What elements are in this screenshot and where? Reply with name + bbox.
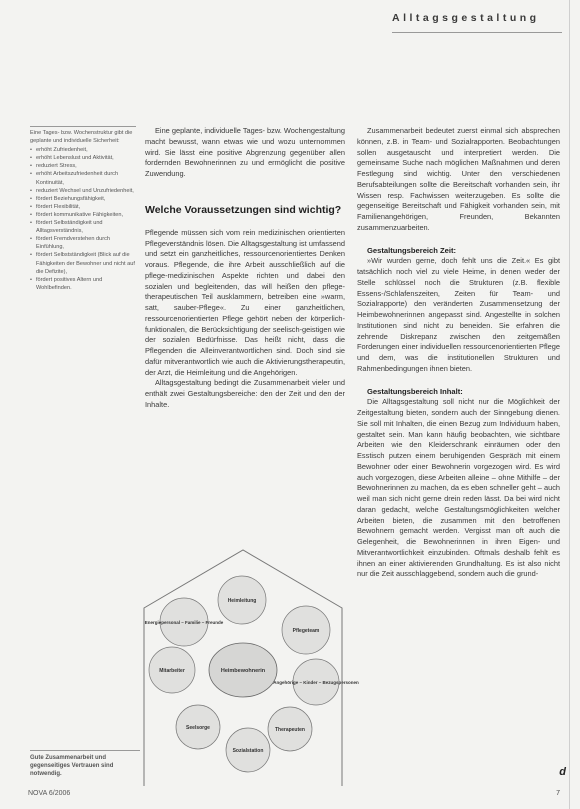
node-label: Angehörige – Kinder – Bezugspersonen [273, 680, 359, 685]
sidebar-item: • reduziert Stress, [36, 162, 136, 170]
intro-paragraph: Eine geplante, individuelle Tages- bzw. Wochengestaltung macht bewusst, wann etwas wie und wozu unternommen wird. Sie lässt eine positive Abgrenzung gegenüber allen fordernden Bewohnerinnen zu und ermöglicht die positive Zuwendung. [145, 126, 345, 178]
sidebar-intro: Eine Tages- bzw. Wochenstruktur gibt die geplante und individuelle Sicherheit: [30, 130, 133, 145]
footer-publication: NOVA 6/2006 [28, 790, 71, 797]
node-label: Energiepersonal – Familie – Freunde [144, 620, 224, 625]
sidebar-item: • fördert Selbständigkeit und Alltagsverständnis, [36, 219, 136, 235]
sidebar-item: • erhöht Arbeitszufriedenheit durch Kontinuität, [36, 170, 136, 186]
node-label: Mitarbeiter [159, 668, 185, 674]
sidebar-item: • fördert Flexibilität, [36, 203, 136, 211]
node-label: Heimleitung [227, 598, 257, 604]
section-heading: Welche Voraussetzungen sind wichtig? [145, 203, 342, 216]
subheading-inhalt: Gestaltungsbereich Inhalt: [367, 386, 463, 396]
node-therapeuten [268, 707, 312, 751]
node-label: Therapeuten [274, 727, 306, 733]
body-paragraph: Alltagsgestaltung bedingt die Zusammenarbeit vieler und enthält zwei Gestaltungsbereiche: den der Zeit und den der Inhalte. [145, 378, 345, 409]
text-column-2 [357, 126, 560, 580]
node-energiepersonal [145, 598, 224, 646]
body-paragraph: »Wir wurden gerne, doch fehlt uns die Zeit.« Es gibt tatsächlich noch viel zu viele Heime, in denen weder der Stelle schlüssel noch die Strukturen (z.B. flexible Essens-/Schlafenszeiten, Zeiten für Team- und Sozialrapporte) den veränderten Zusammensetzung der Heimbewohnerinnen angepasst sind. Angestellte in solchen Institutionen sind nicht zu beneiden. Sie erfahren die zehrende Diskrepanz zwischen den zeitgemäßen Forderungen einer individuellen ressourcenorientierten Pflege und dem, was die institutionellen Strukturen und Rahmenbedingungen ihnen bieten. [357, 256, 560, 373]
page-number: 7 [556, 790, 560, 797]
page-edge-line [569, 0, 570, 809]
node-label: Seelsorge [186, 725, 210, 731]
sidebar-item: • fördert Fremdverstehen durch Einfühlung, [36, 235, 136, 251]
subheading-zeit: Gestaltungsbereich Zeit: [367, 245, 457, 255]
sidebar-box [30, 126, 136, 292]
sidebar-item: • fördert Selbstständigkeit (Blick auf die Fähigkeiten der Bewohner und nicht auf die Defizite), [36, 251, 136, 275]
node-angehoerige [273, 659, 359, 705]
node-mitarbeiter [149, 647, 195, 693]
collaboration-diagram [138, 546, 359, 786]
node-pflegeteam [282, 606, 330, 654]
node-heimleitung [218, 576, 266, 624]
sidebar-item: • fördert positives Altern und Wohlbefinden. [36, 276, 136, 292]
sidebar-item: • erhöht Lebenslust und Aktivität, [36, 154, 136, 162]
node-seelsorge [176, 705, 220, 749]
diagram-svg [138, 546, 359, 786]
sidebar-item: • reduziert Wechsel und Unzufriedenheit, [36, 187, 136, 195]
text-column-1 [145, 126, 345, 411]
header-rule [392, 32, 562, 33]
body-paragraph: Zusammenarbeit bedeutet zuerst einmal sich absprechen können, z.B. in Team- und Sozialrapporten. Beobachtungen sollen ausgetauscht und interpretiert werden. Die gemeinsame Suche nach möglichen Maßnahmen und deren Festlegung sind wichtig. Unter den verschiedenen Berufsabteilungen sollte die Bereitschaft vorhanden sein, ihr Wissen resp. Fachwissen weiterzugeben. Es sollte die gegenseitige Bereitschaft und Fähigkeit vorhanden sein, mit Familienangehörigen, Freunden, Bekannten zusammenzuarbeiten. [357, 126, 560, 232]
body-paragraph: Pflegende müssen sich vom rein medizinischen orientierten Pflegeverständnis lösen. Die Alltagsgestaltung ist umfassend und setzt ein ganzheitliches, ressourcenorientiertes Denken voraus. Pflegende, die ihre Arbeit ausschließlich auf die pflege-medizinischen Aspekte richten und dabei den sozialen und begleitenden, das will heißen den pflege-therapeutischen Teil ausklammern, betreiben eine »warm, satt, sauber-Pflege«. Zu einer ganzheitlichen, ressourcenorientierten Pflege gehört neben der körperlich-funktionalen, die Berücksichtigung der seelisch-geistigen wie der sozialen Bedürfnisse. Das heißt nicht, dass die Pflegenden die Alleinverantwortlichen sind. Doch sind sie dafür mitverantwortlich wie auch die Aktivierungstherapeutin, der Arzt, die Heimleitung und die Angehörigen. [145, 227, 345, 377]
running-header: Alltagsgestaltung [392, 12, 540, 24]
figure-caption: Gute Zusammenarbeit und gegenseitiges Vertrauen sind notwendig. [30, 750, 140, 778]
center-label: Heimbewohnerin [220, 668, 266, 674]
publisher-logo-mark: d [559, 766, 566, 778]
sidebar-list [30, 146, 136, 292]
body-paragraph: Die Alltagsgestaltung soll nicht nur die Möglichkeit der Zeitgestaltung bieten, sondern auch der Sinngebung dienen. Sie soll mit Inhalten, die einen Bezug zum Individuum haben, gestaltet sein. Man kann häufig beobachten, wie sichtbare Arbeiten wie den Kleiderschrank einräumen oder den Esstisch putzen einem beruhigenden Gespräch mit einem Bewohner oder einer Bewohnerin vorgezogen wird. Es wird auch vorgezogen, diese Arbeiten alleine – ohne Mithilfe – der Bewohnerinnen zu machen, da es eben schneller geht – auch weil man sich nicht gerne drein reden lässt. Da bei wird nicht daran gedacht, welche Gestaltungsmöglichkeiten welcher Arbeiten bieten, die zusammen mit den betroffenen Bewohnern gemacht werden. Vergisst man oft auch die Gelegenheit, die Bewohnerinnen in ihren Eigen- und Mitverantwortlichkeit einzubinden. Oftmals deshalb fehlt es ihnen an einer aktivierenden Grundhaltung. Es ist also nicht nur die Zeit ausschlaggebend, sondern auch die grund- [357, 397, 560, 579]
sidebar-item: • erhöht Zufriedenheit, [36, 146, 136, 154]
sidebar-item: • fördert Beziehungsfähigkeit, [36, 195, 136, 203]
node-label: Sozialstation [232, 748, 264, 754]
node-sozialstation [226, 728, 270, 772]
sidebar-item: • fördert kommunikative Fähigkeiten, [36, 211, 136, 219]
node-label: Pflegeteam [292, 628, 320, 634]
